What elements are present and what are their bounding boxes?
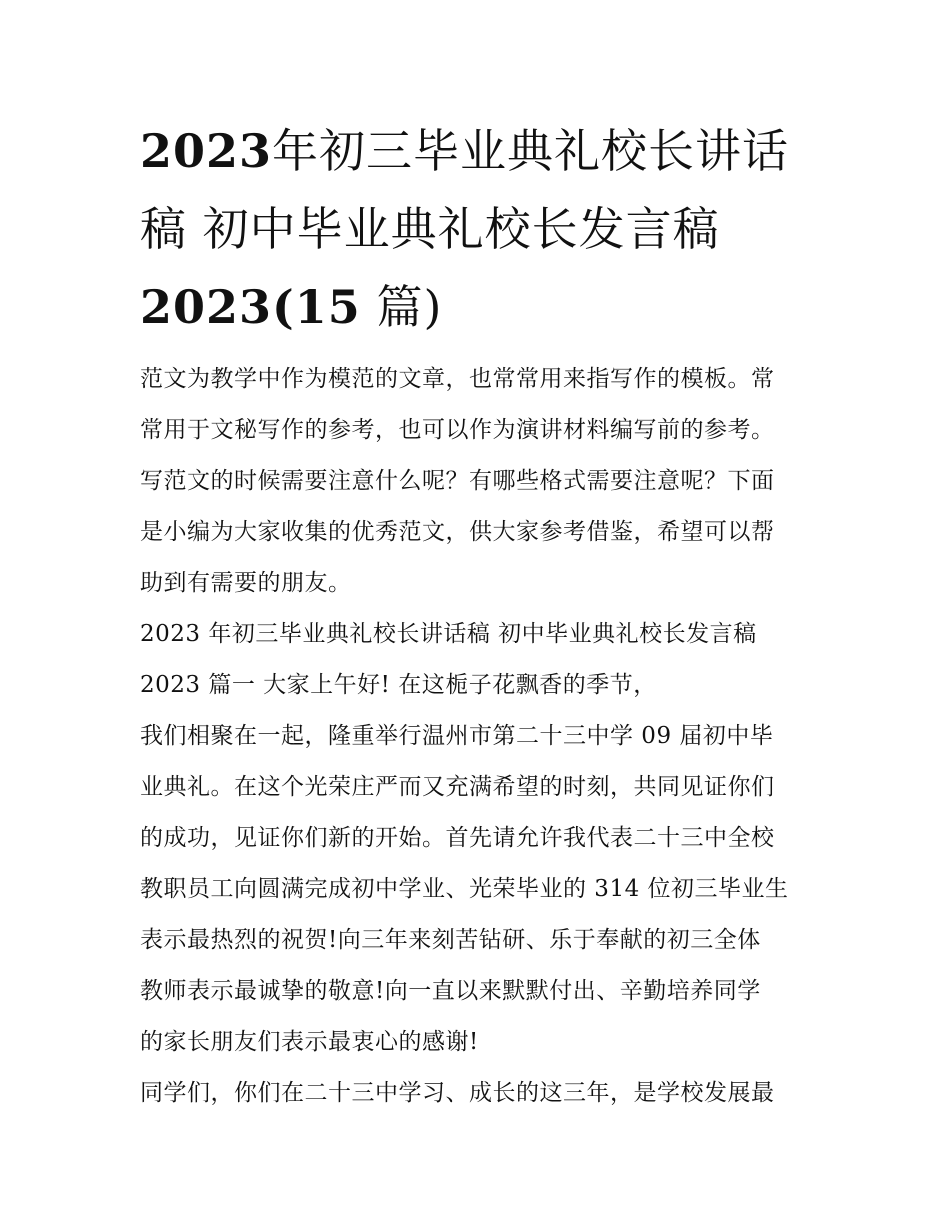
text-line: 表示最热烈的祝贺!向三年来刻苦钻研、乐于奉献的初三全体: [140, 927, 761, 953]
text-line: 写范文的时候需要注意什么呢？有哪些格式需要注意呢？下面: [140, 468, 775, 494]
speech-paragraph: [140, 711, 820, 1068]
title-line-text: 篇): [376, 280, 443, 334]
text-line: 范文为教学中作为模范的文章，也常常用来指写作的模板。常: [140, 366, 775, 392]
section-heading-paragraph: [140, 609, 820, 711]
intro-paragraph: [140, 354, 820, 609]
document-title: [140, 112, 820, 346]
text-line: 教职员工向圆满完成初中学业、光荣毕业的 314 位初三毕业生: [140, 876, 789, 902]
speech-paragraph: [140, 1068, 820, 1119]
title-line: [140, 112, 820, 190]
title-line-bold: 2023: [140, 124, 273, 178]
text-line: 的成功，见证你们新的开始。首先请允许我代表二十三中全校: [140, 825, 775, 851]
text-line: 常用于文秘写作的参考，也可以作为演讲材料编写前的参考。: [140, 417, 775, 443]
text-line: 2023 年初三毕业典礼校长讲话稿 初中毕业典礼校长发言稿: [140, 621, 757, 647]
title-line-text: 年初三毕业典礼校长讲话: [272, 124, 790, 178]
title-line: [140, 190, 820, 268]
title-line: [140, 268, 820, 346]
text-line: 2023 篇一 大家上午好! 在这栀子花飘香的季节，: [140, 672, 657, 698]
text-line: 助到有需要的朋友。: [140, 570, 352, 596]
text-line: 的家长朋友们表示最衷心的感谢!: [140, 1029, 479, 1055]
title-line-bold: 2023(15: [140, 280, 361, 334]
text-line: 同学们，你们在二十三中学习、成长的这三年，是学校发展最: [140, 1080, 775, 1106]
text-line: 业典礼。在这个光荣庄严而又充满希望的时刻，共同见证你们: [140, 774, 775, 800]
text-line: 我们相聚在一起，隆重举行温州市第二十三中学 09 届初中毕: [140, 723, 774, 749]
text-line: 是小编为大家收集的优秀范文，供大家参考借鉴，希望可以帮: [140, 519, 775, 545]
text-line: 教师表示最诚挚的敬意!向一直以来默默付出、辛勤培养同学: [140, 978, 761, 1004]
title-line-text: 稿 初中毕业典礼校长发言稿: [140, 202, 720, 256]
document-body: [140, 354, 820, 1119]
